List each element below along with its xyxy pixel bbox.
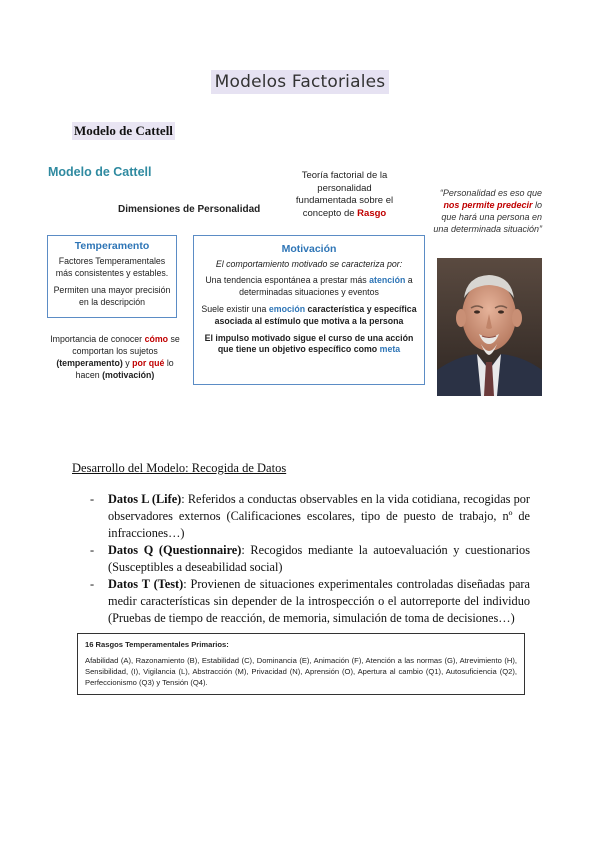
p1-text-b: a determinadas situaciones y eventos xyxy=(239,275,413,297)
importance-como: cómo xyxy=(144,334,169,344)
list-item-term: Datos T (Test) xyxy=(108,577,184,591)
importance-temperamento: (temperamento) xyxy=(56,357,123,368)
importance-text-c: y xyxy=(125,357,130,368)
list-item-text: : Referidos a conductas observables en la vida cotidiana, recogidas por observadores externos (Calificaciones escolares, tipo de puesto de trabajo, nº de infracciones…) xyxy=(108,492,530,540)
rasgos-box xyxy=(77,633,525,695)
p2-text-b: característica y específica asociada al estímulo que motiva a la persona xyxy=(214,303,417,326)
theory-highlight: Rasgo xyxy=(357,207,387,219)
cattell-portrait xyxy=(437,258,542,396)
temperamento-heading: Temperamento xyxy=(74,240,150,252)
quote-end: lo que hará una persona en una determinada situación” xyxy=(433,200,542,235)
motivacion-point-3 xyxy=(198,333,420,357)
rasgos-title: 16 Rasgos Temperamentales Primarios: xyxy=(85,640,229,649)
section-heading: Desarrollo del Modelo: Recogida de Datos xyxy=(72,461,287,475)
p2-highlight: emoción xyxy=(268,303,306,314)
p2-text-a: Suele existir una xyxy=(201,303,267,314)
motivacion-box xyxy=(193,235,425,385)
theory-text: Teoría factorial de la personalidad fundamentada sobre el concepto de xyxy=(295,170,394,219)
quote-highlight: nos permite predecir xyxy=(443,200,533,211)
p1-text-a: Una tendencia espontánea a prestar más xyxy=(205,275,367,285)
slide-title: Modelo de Cattell xyxy=(48,165,152,179)
slide-theory xyxy=(292,170,397,220)
slide-quote xyxy=(432,187,542,236)
list-item-text: : Provienen de situaciones experimentales controladas diseñadas para medir características sin depender de la introspección o el autorreporte del individuo (Pruebas de tiempo de reacción, de memoria, simulación de toma de decisiones…) xyxy=(108,577,530,625)
temperamento-box xyxy=(47,235,177,318)
data-types-list xyxy=(90,491,530,627)
importance-text-d: lo hacen xyxy=(75,357,174,380)
page-title xyxy=(0,72,600,92)
rasgos-text: Afabilidad (A), Razonamiento (B), Estabilidad (C), Dominancia (E), Animación (F), Atención a las normas (G), Atrevimiento (H), Sensibilidad, (I), Vigilancia (L), Abstracción (M), Privacidad (N), Aprensión (O), Apertura al cambio (Q1), Autosuficiencia (Q2), Perfeccionismo (Q3) y Tensión (Q4). xyxy=(85,656,517,687)
slide-dimensions-label: Dimensiones de Personalidad xyxy=(118,204,261,215)
p3-highlight: meta xyxy=(379,344,401,355)
page-title-text: Modelos Factoriales xyxy=(211,70,390,94)
importance-text-a: Importancia de conocer xyxy=(50,334,143,344)
importance-note xyxy=(50,334,180,382)
importance-text-b: se comportan los sujetos xyxy=(72,334,180,356)
list-item-term: Datos Q (Questionnaire) xyxy=(108,543,242,557)
quote-start: “Personalidad es eso que xyxy=(439,188,542,198)
list-item xyxy=(90,542,530,576)
motivacion-heading: Motivación xyxy=(281,243,337,255)
section-subtitle: Modelo de Cattell xyxy=(74,123,173,138)
motivacion-lead: El comportamiento motivado se caracteriza por: xyxy=(215,259,403,269)
list-item xyxy=(90,491,530,542)
list-item-term: Datos L (Life) xyxy=(108,492,182,506)
motivacion-point-1 xyxy=(198,275,420,299)
importance-porque: por qué xyxy=(132,357,165,368)
importance-motivacion: (motivación) xyxy=(102,369,155,380)
p1-highlight: atención xyxy=(369,275,406,285)
p3-text-a: El impulso motivado sigue el curso de una acción que tiene un objetivo específico como xyxy=(204,332,414,355)
list-item xyxy=(90,576,530,627)
temperamento-text-1: Factores Temperamentales más consistentes y estables. xyxy=(55,256,169,278)
list-item-text: : Recogidos mediante la autoevaluación y cuestionarios (Susceptibles a deseabilidad social) xyxy=(108,543,530,574)
motivacion-point-2 xyxy=(198,304,420,328)
temperamento-text-2: Permiten una mayor precisión en la descripción xyxy=(53,284,171,307)
